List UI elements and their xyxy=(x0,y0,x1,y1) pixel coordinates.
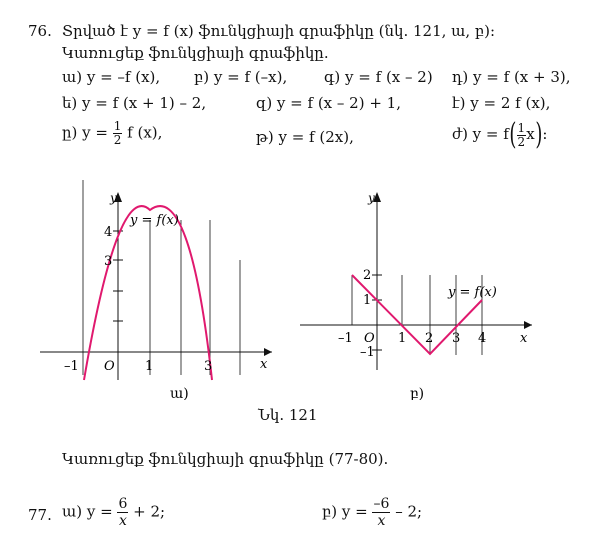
item-zh-denominator: 2 xyxy=(517,134,526,149)
item-h-denominator: 2 xyxy=(113,133,122,147)
x-tick-neg1: –1 xyxy=(64,359,79,374)
function-label: y = f(x) xyxy=(448,285,497,300)
x-axis-label: x xyxy=(520,331,528,346)
problem-77-b-suffix: – 2; xyxy=(395,502,423,521)
y-tick-2: 2 xyxy=(363,268,372,283)
problem-77-b-fraction xyxy=(372,496,390,529)
x-tick-2: 2 xyxy=(425,331,434,346)
y-tick-1: 1 xyxy=(363,293,372,308)
x-tick-3: 3 xyxy=(204,359,213,374)
item-zh-end: : xyxy=(542,125,548,143)
problem-77-a-prefix: ա) y = xyxy=(62,502,113,521)
item-zh-fraction xyxy=(517,122,527,149)
problem-76-statement: Տրված է y = f (x) ֆունկցիայի գրաֆիկը (նկ. 121, ա, բ): xyxy=(62,22,496,40)
item-h-numerator: 1 xyxy=(113,119,122,133)
problem-77-b xyxy=(322,496,422,529)
item-a: ա) y = –f (x), xyxy=(62,68,161,86)
item-g: գ) y = f (x – 2) xyxy=(324,68,433,86)
item-zh xyxy=(452,117,548,152)
left-paren: ( xyxy=(509,117,517,152)
item-h-prefix: ը) y = xyxy=(62,123,108,142)
figure-caption: Նկ. 121 xyxy=(258,406,318,424)
item-zh-numerator: 1 xyxy=(517,120,526,135)
item-h-suffix: f (x), xyxy=(127,123,163,142)
item-zh-var: x xyxy=(526,125,535,143)
problem-77-a-denominator: x xyxy=(118,513,127,529)
right-paren: ) xyxy=(535,117,543,152)
y-tick-3: 3 xyxy=(104,254,113,269)
origin-label: O xyxy=(104,359,115,374)
item-b: բ) y = f (–x), xyxy=(194,68,288,86)
origin-label: O xyxy=(364,331,375,346)
x-axis-arrow xyxy=(264,348,272,356)
problem-77-b-denominator: x xyxy=(377,513,386,529)
y-tick-4: 4 xyxy=(104,225,113,240)
y-axis-label: y xyxy=(110,191,117,205)
x-tick-1: 1 xyxy=(145,359,154,374)
item-h-fraction xyxy=(113,120,123,147)
problem-77-number: 77. xyxy=(28,506,52,524)
x-tick-4: 4 xyxy=(478,331,487,346)
problem-77-a-numerator: 6 xyxy=(118,496,128,512)
problem-76-number: 76. xyxy=(28,22,52,40)
x-tick-neg1: –1 xyxy=(338,331,353,346)
graph-a xyxy=(0,180,300,400)
item-eh: է) y = 2 f (x), xyxy=(452,94,551,112)
item-h xyxy=(62,120,162,147)
problem-77-a-fraction xyxy=(117,496,128,529)
item-t: թ) y = f (2x), xyxy=(256,128,354,146)
item-z: զ) y = f (x – 2) + 1, xyxy=(256,94,401,112)
problem-77-b-prefix: բ) y = xyxy=(322,502,368,521)
problem-76-task: Կառուցեք ֆունկցիայի գրաֆիկը. xyxy=(62,44,329,62)
item-e: ե) y = f (x + 1) – 2, xyxy=(62,94,207,112)
y-tick-neg1: –1 xyxy=(360,345,375,360)
problem-77-a xyxy=(62,496,165,529)
x-tick-3: 3 xyxy=(452,331,461,346)
graph-b-caption: բ) xyxy=(410,386,425,400)
graph-a-caption: ա) xyxy=(170,386,189,400)
instruction-text: Կառուցեք ֆունկցիայի գրաֆիկը (77-80). xyxy=(62,450,389,468)
item-d: դ) y = f (x + 3), xyxy=(452,68,571,86)
graph-b xyxy=(300,180,560,400)
problem-77-a-suffix: + 2; xyxy=(133,502,166,521)
y-axis-label: y xyxy=(368,191,375,205)
x-axis-arrow xyxy=(524,321,532,329)
function-label: y = f(x) xyxy=(130,213,179,228)
x-tick-1: 1 xyxy=(398,331,407,346)
problem-77-b-numerator: –6 xyxy=(373,496,390,512)
x-axis-label: x xyxy=(260,357,268,372)
item-zh-prefix: ժ) y = f xyxy=(452,125,509,143)
